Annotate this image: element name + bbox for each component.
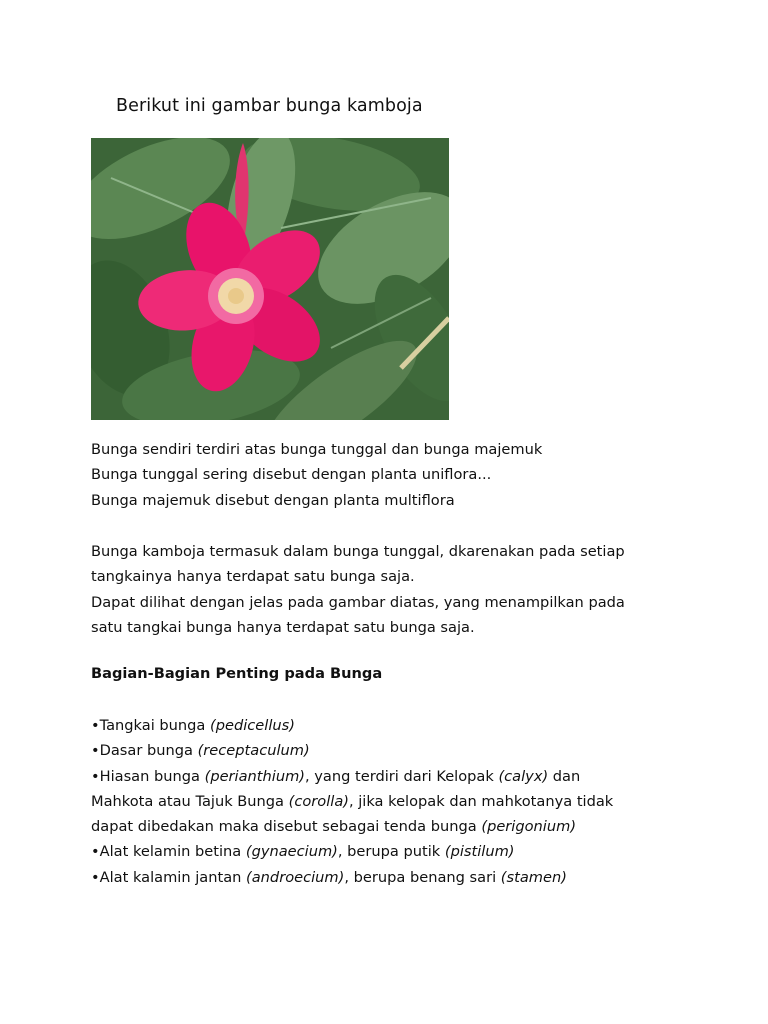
paragraph-line: Bunga kamboja termasuk dalam bunga tunggal, dkarenakan pada setiap	[91, 543, 625, 560]
list-item	[91, 865, 731, 890]
latin-term: (gynaecium)	[245, 843, 338, 861]
page-title: Berikut ini gambar bunga kamboja	[116, 96, 423, 116]
list-item	[91, 764, 731, 789]
latin-term: (receptaculum)	[197, 742, 310, 760]
list-text: •Hiasan bunga	[91, 767, 205, 785]
list-item	[91, 839, 731, 864]
paragraph-line: Bunga tunggal sering disebut dengan planta uniflora...	[91, 466, 492, 484]
list-text: , jika kelopak dan mahkotanya tidak	[348, 792, 614, 810]
list-text: , berupa putik	[337, 843, 445, 861]
list-text: •Tangkai bunga	[91, 717, 211, 734]
list-text: •Alat kalamin jantan	[91, 868, 247, 886]
paragraph-line: tangkainya hanya terdapat satu bunga saja.	[91, 568, 415, 586]
list-text: dan	[548, 767, 581, 785]
paragraph-line: satu tangkai bunga hanya terdapat satu bunga saja.	[91, 618, 475, 636]
list-text: , yang terdiri dari Kelopak	[305, 767, 499, 785]
list-item	[91, 738, 731, 763]
latin-term: (pistilum)	[444, 843, 515, 861]
latin-term: (calyx)	[498, 767, 549, 785]
latin-term: (corolla)	[288, 792, 349, 810]
latin-term: (androecium)	[246, 868, 345, 886]
latin-term: (perigonium)	[481, 818, 577, 836]
list-text: Mahkota atau Tajuk Bunga	[91, 792, 289, 810]
list-text: , berupa benang sari	[344, 868, 501, 886]
latin-term: (pedicellus)	[210, 717, 295, 734]
paragraph-line: Dapat dilihat dengan jelas pada gambar diatas, yang menampilkan pada	[91, 593, 625, 611]
list-text: dapat dibedakan maka disebut sebagai tenda bunga	[91, 818, 482, 836]
list-text: •Dasar bunga	[91, 742, 198, 760]
latin-term: (perianthium)	[204, 767, 305, 785]
list-item-continuation	[91, 789, 731, 814]
kamboja-flower-image	[91, 138, 449, 420]
flower-photo	[91, 138, 449, 420]
paragraph-kamboja	[91, 539, 731, 640]
list-item	[91, 713, 731, 738]
flower-parts-list	[91, 713, 731, 890]
paragraph-line: Bunga majemuk disebut dengan planta multiflora	[91, 491, 455, 509]
paragraph-bunga-types	[91, 437, 731, 513]
list-text: •Alat kelamin betina	[91, 843, 246, 861]
section-heading: Bagian-Bagian Penting pada Bunga	[91, 665, 383, 682]
paragraph-line: Bunga sendiri terdiri atas bunga tunggal dan bunga majemuk	[91, 441, 543, 458]
list-item-continuation	[91, 814, 731, 839]
latin-term: (stamen)	[500, 868, 567, 886]
